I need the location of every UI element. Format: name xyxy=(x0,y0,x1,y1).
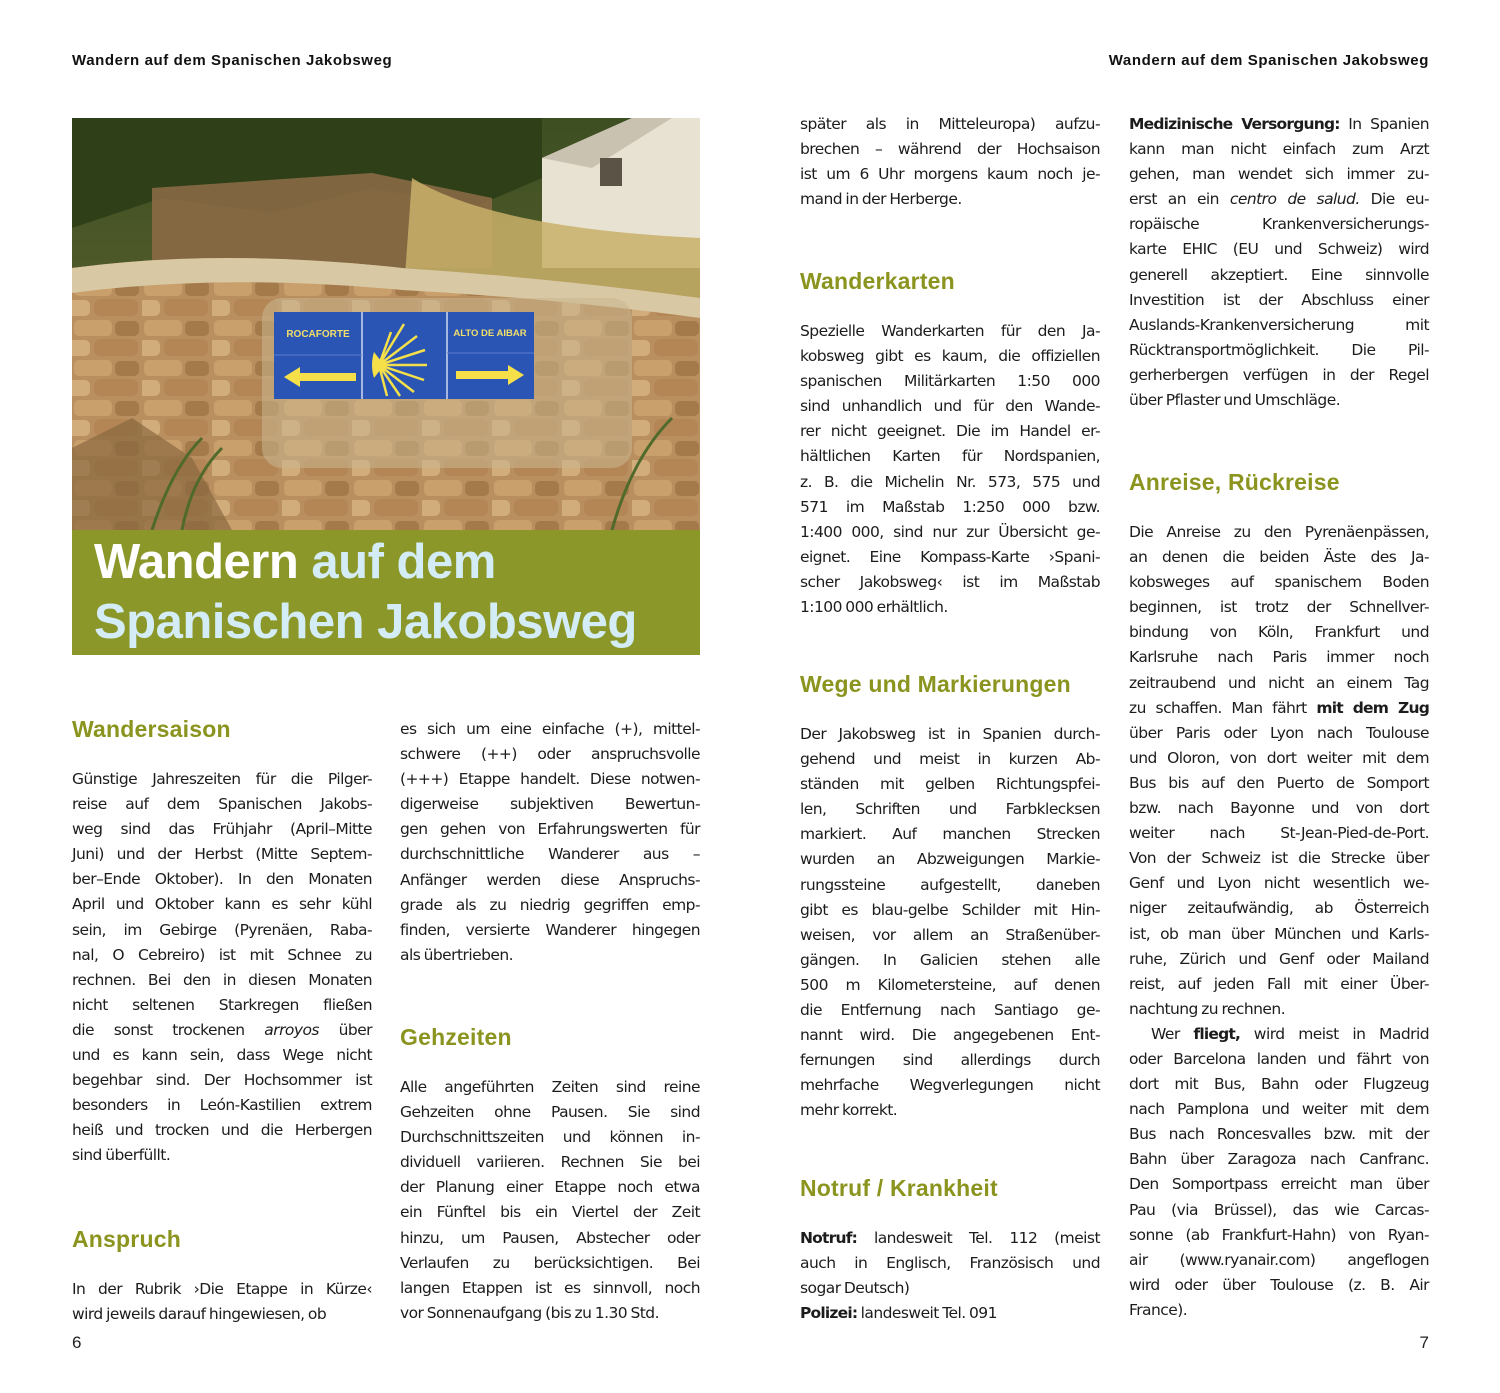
section-heading: Anspruch xyxy=(72,1226,181,1252)
text-line: rechnen. Bei den in diesen Monaten xyxy=(72,970,372,989)
text-line: weg sind das Frühjahr (April–Mitte xyxy=(72,820,372,839)
paragraph xyxy=(1129,520,1429,1022)
section-wege-markierungen xyxy=(800,672,1100,1124)
text-line: hinzu, um Pausen, Abstecher oder xyxy=(400,1228,700,1247)
text-run: die sonst trockenen xyxy=(72,1020,265,1039)
text-run: über xyxy=(318,1020,372,1039)
text-line: niger zeitaufwändig, ab Österreich xyxy=(1129,899,1429,918)
section-heading: Wege und Markierungen xyxy=(800,671,1071,697)
text-line: kobsweges auf spanischem Boden xyxy=(1129,573,1429,592)
section-anspruch xyxy=(72,1227,372,1327)
section-wandersaison xyxy=(72,717,372,1169)
bold-term: Notruf: xyxy=(800,1229,858,1247)
text-line xyxy=(800,1301,1100,1326)
title-word-blue: auf dem xyxy=(298,535,496,589)
text-line: Genf und Lyon nicht wesentlich we- xyxy=(1129,874,1429,893)
paragraph xyxy=(72,1277,372,1327)
text-line: Anfänger werden diese Anspruchs- xyxy=(400,870,700,889)
text-line: Bus nach Roncesvalles bzw. mit der xyxy=(1129,1125,1429,1144)
text-line: grade als zu niedrig gegriffen emp- xyxy=(400,895,700,914)
running-header-right: Wandern auf dem Spanischen Jakobsweg xyxy=(1108,52,1429,69)
text-line: sind unhandlich und für den Wande- xyxy=(800,397,1100,416)
text-line: 571 im Maßstab 1:250 000 bzw. xyxy=(800,497,1100,516)
text-line: Verlaufen zu berücksichtigen. Bei xyxy=(400,1253,700,1272)
text-line: Der Jakobsweg ist in Spanien durch- xyxy=(800,725,1100,743)
waymark-sign xyxy=(274,312,534,399)
text-run: wird meist in Madrid xyxy=(1240,1024,1429,1043)
text-line: Die Anreise zu den Pyrenäenpässen, xyxy=(1129,523,1429,541)
text-line: besonders in León-Kastilien extrem xyxy=(72,1096,372,1115)
paragraph xyxy=(800,1226,1100,1301)
italic-term: arroyos xyxy=(264,1020,319,1039)
text-line: weisen, vor allem an Straßenüber- xyxy=(800,925,1100,944)
text-line: air (www.ryanair.com) angeflogen xyxy=(1129,1250,1429,1269)
text-line xyxy=(1129,112,1429,137)
paragraph xyxy=(1129,112,1429,413)
text-line: dort mit Bus, Bahn oder Flugzeug xyxy=(1129,1075,1429,1094)
text-line: weiter nach St-Jean-Pied-de-Port. xyxy=(1129,824,1429,843)
text-line xyxy=(1129,696,1429,721)
text-line: auch in Englisch, Französisch und xyxy=(800,1254,1100,1273)
text-line: wird oder über Toulouse (z. B. Air xyxy=(1129,1275,1429,1294)
chapter-title-line2: Spanischen Jakobsweg xyxy=(94,595,637,649)
text-line: vor Sonnenaufgang (bis zu 1.30 Std. xyxy=(400,1303,659,1322)
text-line: Investition ist der Abschluss einer xyxy=(1129,290,1429,309)
paragraph xyxy=(800,319,1100,620)
text-line: als übertrieben. xyxy=(400,945,513,964)
text-line: dividuell variieren. Rechnen Sie bei xyxy=(400,1153,700,1172)
paragraph xyxy=(72,767,372,1169)
chapter-title-banner xyxy=(72,530,700,655)
text-line: ruhe, Zürich und Genf oder Mailand xyxy=(1129,949,1429,968)
section-heading: Wandersaison xyxy=(72,716,231,742)
bold-term: Medizinische Versorgung: xyxy=(1129,115,1340,133)
text-line: eignet. Eine Kompass-Karte ›Spani- xyxy=(800,547,1100,566)
text-line: nachtung zu rechnen. xyxy=(1129,999,1286,1018)
paragraph xyxy=(800,722,1100,1124)
text-line: Rücktransportmöglichkeit. Die Pil- xyxy=(1129,340,1429,359)
text-line: gen gehen von Erfahrungswerten für xyxy=(400,820,700,839)
text-line: schwere (++) oder anspruchsvolle xyxy=(400,745,700,764)
text-run: landesweit Tel. 112 (meist xyxy=(857,1229,1100,1247)
text-line: wurden an Abzweigungen Markie- xyxy=(800,850,1100,869)
text-line: digerweise subjektiven Bewertun- xyxy=(400,795,700,814)
text-line: Von der Schweiz ist die Strecke über xyxy=(1129,849,1429,868)
text-line: und Oloron, von dort weiter mit dem xyxy=(1129,748,1429,767)
section-heading: Notruf / Krankheit xyxy=(800,1175,998,1201)
chapter-title-line1 xyxy=(94,532,496,592)
text-line: durchschnittliche Wanderer aus – xyxy=(400,845,700,864)
text-line: oder Barcelona landen und fährt von xyxy=(1129,1049,1429,1068)
text-line: 1:100 000 erhältlich. xyxy=(800,598,948,617)
section-anreise-rueckreise xyxy=(1129,470,1429,1323)
text-line: Spezielle Wanderkarten für den Ja- xyxy=(800,322,1100,340)
text-line: ist um 6 Uhr morgens kaum noch je- xyxy=(800,165,1100,184)
text-line: wird jeweils darauf hingewiesen, ob xyxy=(72,1305,327,1324)
text-line: 500 m Kilometersteine, auf denen xyxy=(800,975,1100,994)
text-line: nach Pamplona und weiter mit dem xyxy=(1129,1100,1429,1119)
section-heading: Wanderkarten xyxy=(800,268,955,294)
text-line: Bus bis auf den Puerto de Somport xyxy=(1129,773,1429,792)
text-line xyxy=(1129,1022,1429,1047)
bold-term: mit dem Zug xyxy=(1316,698,1429,717)
italic-term: centro de salud. xyxy=(1229,190,1360,209)
running-header-left: Wandern auf dem Spanischen Jakobsweg xyxy=(72,52,393,69)
text-line: In der Rubrik ›Die Etappe in Kürze‹ xyxy=(72,1280,372,1298)
text-line xyxy=(1129,187,1429,212)
text-line: Karlsruhe nach Paris immer noch xyxy=(1129,648,1429,667)
text-line: ber–Ende Oktober). In den Monaten xyxy=(72,870,372,889)
text-line: langen Etappen ist es sinnvoll, noch xyxy=(400,1278,700,1297)
text-line: Auslands-Krankenversicherung mit xyxy=(1129,315,1429,334)
text-line: sonne (ab Frankfurt-Hahn) von Ryan- xyxy=(1129,1225,1429,1244)
text-run: In Spanien xyxy=(1339,115,1429,133)
text-line: (+++) Etappe handelt. Diese notwen- xyxy=(400,770,700,789)
section-gehzeiten-continued xyxy=(800,112,1100,212)
text-line: rungssteine aufgestellt, daneben xyxy=(800,875,1100,894)
text-line: beginnen, ist trotz der Schnellver- xyxy=(1129,598,1429,617)
text-line: später als in Mitteleuropa) aufzu- xyxy=(800,115,1100,133)
text-line: 1:400 000, sind nur zur Übersicht ge- xyxy=(800,522,1100,541)
text-line: Günstige Jahreszeiten für die Pilger- xyxy=(72,770,372,788)
text-line: ropäische Krankenversicherungs- xyxy=(1129,215,1429,234)
text-line: Gehzeiten ohne Pausen. Sie sind xyxy=(400,1103,700,1122)
text-line: mand in der Herberge. xyxy=(800,190,962,209)
text-line: gibt es blau-gelbe Schilder mit Hin- xyxy=(800,900,1100,919)
paragraph xyxy=(800,112,1100,212)
text-line: sein, im Gebirge (Pyrenäen, Raba- xyxy=(72,920,372,939)
title-word-white: Wandern xyxy=(94,535,299,589)
text-line: fernungen sind allerdings durch xyxy=(800,1051,1100,1070)
text-line: sogar Deutsch) xyxy=(800,1279,910,1298)
paragraph xyxy=(1129,1022,1429,1323)
section-wanderkarten xyxy=(800,269,1100,620)
text-run: Wer xyxy=(1151,1024,1194,1043)
text-run: zu schaffen. Man fährt xyxy=(1129,698,1317,717)
section-anspruch-continued xyxy=(400,717,700,968)
text-line: generell akzeptiert. Eine sinnvolle xyxy=(1129,265,1429,284)
text-line: nannt wird. Die angegebenen Ent- xyxy=(800,1026,1100,1045)
text-line xyxy=(800,1226,1100,1251)
section-heading: Anreise, Rückreise xyxy=(1129,469,1340,495)
page-number-left: 6 xyxy=(72,1333,82,1352)
paragraph xyxy=(800,1301,1100,1326)
sign-left-text: ROCAFORTE xyxy=(286,329,350,340)
text-line: zeitraubend und nicht an einem Tag xyxy=(1129,673,1429,692)
text-line: an denen die beiden Äste des Ja- xyxy=(1129,548,1429,567)
text-line: bindung von Köln, Frankfurt und xyxy=(1129,623,1429,642)
text-line: gehend und meist in kurzen Ab- xyxy=(800,750,1100,769)
text-line: Bahn über Zaragoza nach Canfranc. xyxy=(1129,1150,1429,1169)
text-line: nal, O Cebreiro) ist mit Schnee zu xyxy=(72,945,372,964)
text-line: reise auf dem Spanischen Jakobs- xyxy=(72,795,372,814)
text-line: Durchschnittszeiten und können in- xyxy=(400,1128,700,1147)
text-line: ein Fünftel bis ein Viertel der Zeit xyxy=(400,1203,700,1222)
text-line: bzw. nach Bayonne und von dort xyxy=(1129,799,1429,818)
text-line: Pau (via Brüssel), das wie Carcas- xyxy=(1129,1200,1429,1219)
text-line: nicht seltenen Starkregen fließen xyxy=(72,995,372,1014)
paragraph xyxy=(400,1075,700,1326)
photo-image xyxy=(72,118,700,530)
bold-term: fliegt, xyxy=(1193,1024,1241,1043)
text-line: die Entfernung nach Santiago ge- xyxy=(800,1001,1100,1020)
text-line: gehen, man wendet sich immer zu- xyxy=(1129,165,1429,184)
text-line: über Paris oder Lyon nach Toulouse xyxy=(1129,723,1429,742)
bold-term: Polizei: xyxy=(800,1304,858,1323)
paragraph xyxy=(400,717,700,968)
text-line: der Planung einer Etappe noch etwa xyxy=(400,1178,700,1197)
section-medizinische-versorgung xyxy=(1129,112,1429,413)
text-line: ist, ob man über München und Karls- xyxy=(1129,924,1429,943)
text-line: finden, versierte Wanderer hingegen xyxy=(400,920,700,939)
text-line: Juni) und der Herbst (Mitte Septem- xyxy=(72,845,372,864)
text-line: begehbar sind. Der Hochsommer ist xyxy=(72,1071,372,1090)
text-run: landesweit Tel. 091 xyxy=(857,1304,997,1323)
text-line: mehrfache Wegverlegungen nicht xyxy=(800,1076,1100,1095)
section-gehzeiten xyxy=(400,1025,700,1326)
text-line: es sich um eine einfache (+), mittel- xyxy=(400,720,700,738)
text-line: April und Oktober kann es sehr kühl xyxy=(72,895,372,914)
text-line: karte EHIC (EU und Schweiz) wird xyxy=(1129,240,1429,259)
text-line: Den Somportpass erreicht man über xyxy=(1129,1175,1429,1194)
sign-right-text: ALTO DE AIBAR xyxy=(453,328,527,339)
text-line: spanischen Militärkarten 1:50 000 xyxy=(800,372,1100,391)
text-line: rer nicht geeignet. Die im Handel er- xyxy=(800,422,1100,441)
page-number-right: 7 xyxy=(1419,1333,1429,1352)
text-line: hältlichen Karten für Nordspanien, xyxy=(800,447,1100,466)
text-line: mehr korrekt. xyxy=(800,1101,898,1120)
text-line xyxy=(72,1018,372,1043)
text-line: gängen. In Galicien stehen alle xyxy=(800,950,1100,969)
text-line: len, Schriften und Farbklecksen xyxy=(800,800,1100,819)
text-run: erst an ein xyxy=(1129,190,1230,209)
text-line: gerherbergen verfügen in der Regel xyxy=(1129,365,1429,384)
section-notruf-krankheit xyxy=(800,1176,1100,1326)
text-line: und es kann sein, dass Wege nicht xyxy=(72,1046,372,1065)
text-line: France). xyxy=(1129,1300,1188,1319)
text-line: kann man nicht einfach zum Arzt xyxy=(1129,140,1429,159)
text-run: Die eu- xyxy=(1359,190,1430,209)
text-line: sind überfüllt. xyxy=(72,1146,171,1165)
text-line: kobsweg gibt es kaum, die offiziellen xyxy=(800,347,1100,366)
text-line: markiert. Auf manchen Strecken xyxy=(800,825,1100,844)
photo-waymark-sign xyxy=(72,118,700,530)
text-line: scher Jakobsweg‹ ist im Maßstab xyxy=(800,572,1100,591)
section-heading: Gehzeiten xyxy=(400,1024,512,1050)
text-line: z. B. die Michelin Nr. 573, 575 und xyxy=(800,472,1100,491)
text-line: heiß und trocken und die Herbergen xyxy=(72,1121,372,1140)
text-line: reist, auf jeden Fall mit einer Über- xyxy=(1129,974,1429,993)
text-line: brechen – während der Hochsaison xyxy=(800,140,1100,159)
text-line: über Pflaster und Umschläge. xyxy=(1129,391,1341,410)
text-line: Alle angeführten Zeiten sind reine xyxy=(400,1078,700,1096)
text-line: ständen mit gelben Richtungspfei- xyxy=(800,775,1100,794)
